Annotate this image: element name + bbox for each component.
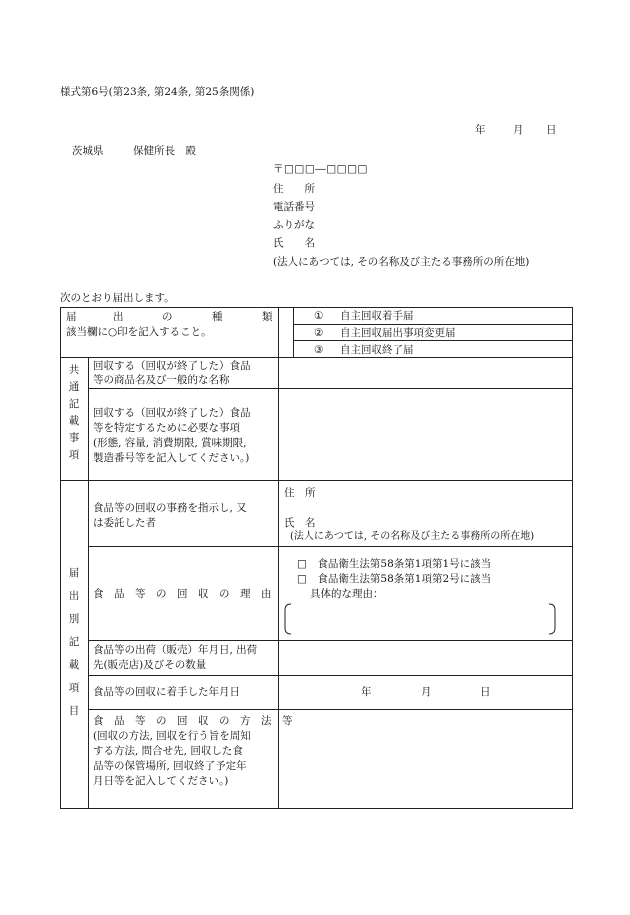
date-year-label: 年 bbox=[475, 124, 486, 136]
applicant-furigana-label: ふりがな bbox=[273, 219, 315, 231]
applicant-address-label: 住 所 bbox=[273, 183, 315, 195]
type-option-num[interactable]: ① bbox=[314, 310, 324, 322]
addressee-prefecture: 茨城県 bbox=[72, 145, 104, 157]
shipment-field[interactable] bbox=[279, 641, 571, 675]
start-date-year: 年 bbox=[361, 686, 372, 698]
type-option-num[interactable]: ② bbox=[314, 327, 324, 339]
postal-code-field[interactable]: 〒□□□―□□□□ bbox=[273, 163, 368, 175]
type-option-end: 自主回収終了届 bbox=[340, 344, 414, 356]
method-field[interactable] bbox=[279, 710, 571, 807]
reason-check-item1-checkbox[interactable]: □ 食品衛生法第58条第1項第1号に該当 bbox=[297, 558, 492, 570]
date-day-label: 日 bbox=[546, 124, 557, 136]
type-option-change: 自主回収届出事項変更届 bbox=[340, 327, 456, 339]
form-page: 様式第6号(第23条, 第24条, 第25条関係) 年 月 日 茨城県 保健所長 殿 〒□□□―□□□□ 住 所 電話番号 ふりがな 氏 名 (法人にあつては, その名称及び主たる事務所の所在地) 次のとおり届出します。 届 出 の 種 類 該当欄に○印を記入すること。 ① 自主回収着手届 ② 自主回収届出事項変更届 ③ 自主回収終了届 共 通 記 載 事 項 回収する（回収が終了した）食品 等の商品名及び一般的な名称 回収する（回収が終了した）食品 等を特定するために必要な事項 (形態, 容量, 消費期限, 賞味期限, 製造番号等を記入してください。) 届 出 別 記 載 項 目 食品等の回収の事務を指示し, 又 は委託した者 住 所 氏 名 (法人にあつては, その名称及び主たる事務所の所在地) 食 品 等 の 回 収 の 理 由 □ 食品衛生法第58条第1項第1号に該当 □ 食品衛生法第58条第1項第2号に該当 具体的な理由： 食品等の出荷（販売）年月日, 出荷 先(販売店)及びその数量 食品等の回収に着手した年月日 年 月 日 食 品 等 の 回 収 の 方 法 等 (回収の方法, 回収を行う旨を周知 する方法, 問合せ先, 回収した食 品等の保管場所, 回収終了予定年 月日等を記入してください。) bbox=[0, 0, 630, 915]
instructor-name-label: 氏 名 bbox=[284, 517, 316, 529]
applicant-corp-note: (法人にあつては, その名称及び主たる事務所の所在地) bbox=[273, 256, 530, 268]
addressee-office: 保健所長 殿 bbox=[133, 145, 196, 157]
start-date-month: 月 bbox=[421, 686, 432, 698]
form-number: 様式第6号(第23条, 第24条, 第25条関係) bbox=[60, 86, 255, 98]
applicant-name-label: 氏 名 bbox=[273, 237, 315, 249]
individual-section-label: 届 出 別 記 載 項 目 bbox=[68, 567, 80, 717]
intro-text: 次のとおり届出します。 bbox=[60, 292, 175, 304]
type-label-char: の bbox=[162, 311, 173, 323]
type-label-char: 種 bbox=[212, 311, 223, 323]
common-section-label: 共 通 記 載 事 項 bbox=[68, 364, 80, 461]
type-label-char: 届 bbox=[66, 311, 77, 323]
identification-field[interactable] bbox=[279, 389, 571, 480]
type-option-num[interactable]: ③ bbox=[314, 344, 324, 356]
instructor-corp-note: (法人にあつては, その名称及び主たる事務所の所在地) bbox=[290, 531, 535, 542]
type-option-start: 自主回収着手届 bbox=[340, 310, 414, 322]
start-date-label: 食品等の回収に着手した年月日 bbox=[93, 686, 240, 698]
specific-reason-label: 具体的な理由： bbox=[310, 588, 384, 600]
start-date-day: 日 bbox=[480, 686, 491, 698]
instructor-address-label: 住 所 bbox=[284, 487, 316, 499]
type-label-char: 類 bbox=[262, 311, 273, 323]
date-month-label: 月 bbox=[513, 124, 524, 136]
reason-check-item2-checkbox[interactable]: □ 食品衛生法第58条第1項第2号に該当 bbox=[297, 573, 492, 585]
applicant-phone-label: 電話番号 bbox=[273, 201, 315, 213]
reason-label: 食 品 等 の 回 収 の 理 由 bbox=[93, 588, 272, 600]
product-name-field[interactable] bbox=[279, 358, 571, 388]
type-note: 該当欄に○印を記入すること。 bbox=[66, 326, 212, 338]
specific-reason-bracket-field[interactable] bbox=[282, 602, 558, 636]
type-label-char: 出 bbox=[113, 311, 124, 323]
